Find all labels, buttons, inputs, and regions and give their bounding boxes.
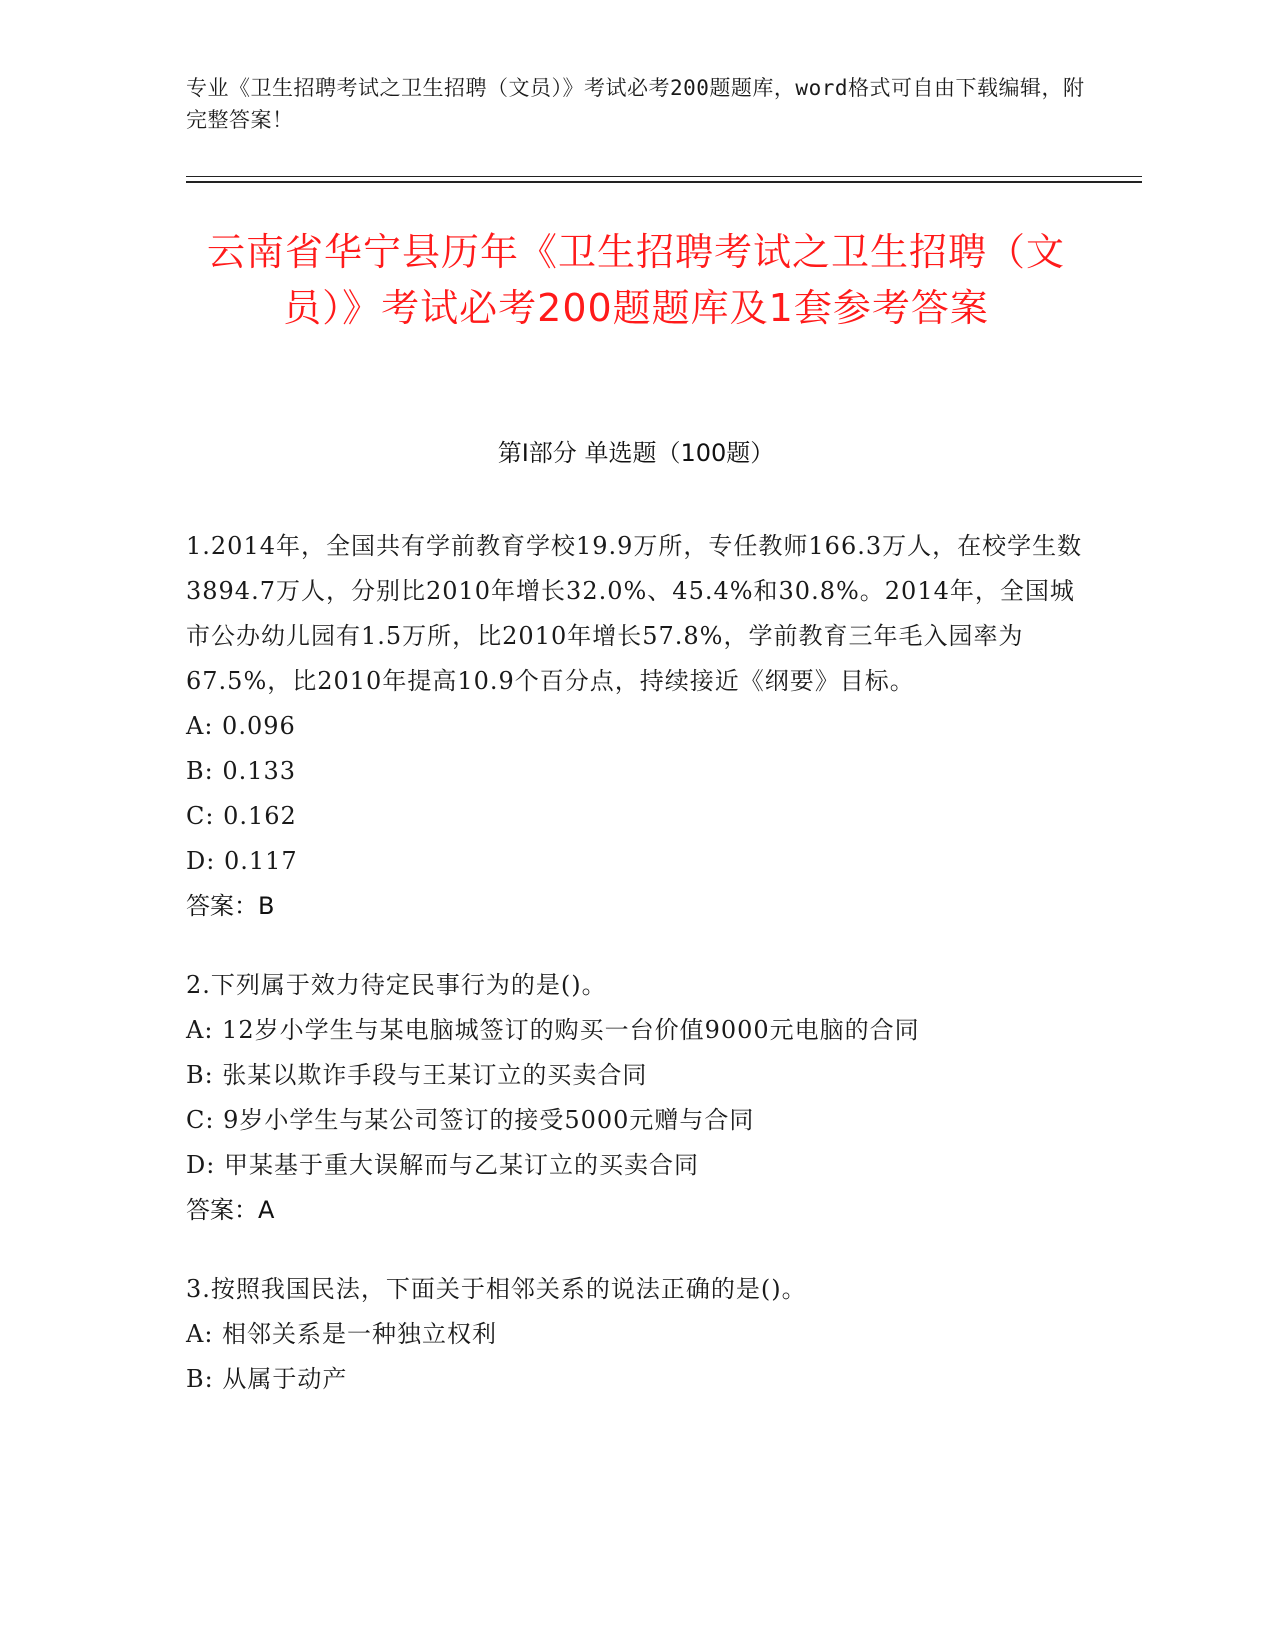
option-c: C: 0.162	[186, 802, 297, 830]
option-d: D: 甲某基于重大误解而与乙某订立的买卖合同	[186, 1151, 699, 1179]
option-a: A: 相邻关系是一种独立权利	[186, 1320, 498, 1348]
option-b: B: 0.133	[186, 757, 297, 785]
option-b: B: 张某以欺诈手段与王某订立的买卖合同	[186, 1061, 648, 1089]
option-a: A: 12岁小学生与某电脑城签订的购买一台价值9000元电脑的合同	[186, 1016, 920, 1044]
option-d: D: 0.117	[186, 847, 298, 875]
option-a: A: 0.096	[186, 712, 296, 740]
header-divider-thin	[186, 176, 1142, 177]
option-c: C: 9岁小学生与某公司签订的接受5000元赠与合同	[186, 1106, 755, 1134]
question-3	[186, 1267, 1086, 1402]
option-b: B: 从属于动产	[186, 1365, 348, 1393]
question-list	[186, 524, 1086, 1424]
section-title: 第Ⅰ部分 单选题（100题）	[497, 439, 775, 467]
question-stem: 3.按照我国民法，下面关于相邻关系的说法正确的是()。	[186, 1275, 807, 1303]
answer-line: 答案：A	[186, 1196, 275, 1224]
header-divider-thick	[186, 181, 1142, 183]
answer-line: 答案：B	[186, 892, 275, 920]
question-stem: 1.2014年，全国共有学前教育学校19.9万所，专任教师166.3万人，在校学生数3894.7万人，分别比2010年增长32.0%、45.4%和30.8%。2014年，全国城市公办幼儿园有1.5万所，比2010年增长57.8%，学前教育三年毛入园率为67.5%，比2010年提高10.9个百分点，持续接近《纲要》目标。	[186, 532, 1083, 695]
question-stem: 2.下列属于效力待定民事行为的是()。	[186, 971, 607, 999]
page-title: 云南省华宁县历年《卫生招聘考试之卫生招聘（文员）》考试必考200题题库及1套参考答案	[206, 230, 1065, 330]
header-note: 专业《卫生招聘考试之卫生招聘（文员）》考试必考200题题库，word格式可自由下载编辑，附完整答案！	[186, 76, 1085, 132]
question-2	[186, 963, 1086, 1233]
question-1	[186, 524, 1086, 929]
